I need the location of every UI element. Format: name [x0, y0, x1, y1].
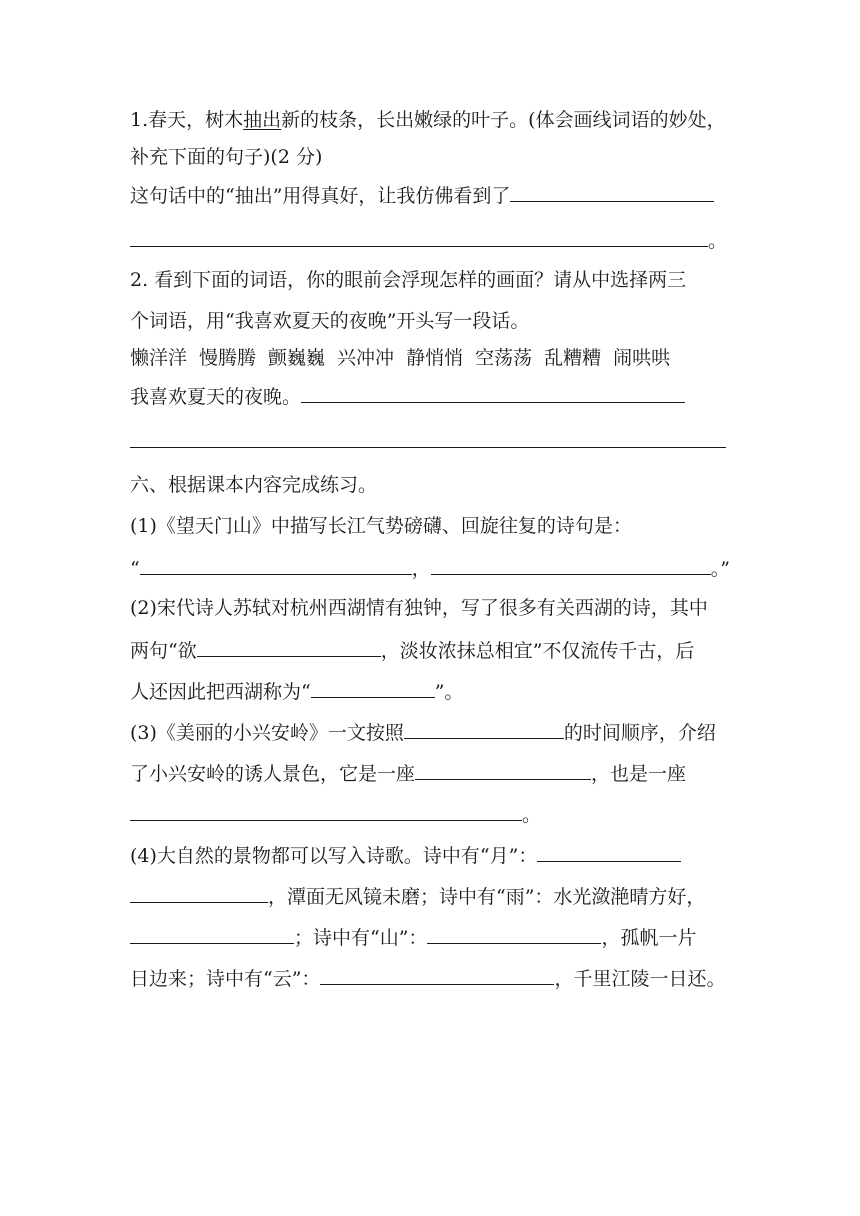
word-item: 空荡荡	[475, 347, 533, 369]
s6-p3-a: (3)《美丽的小兴安岭》一文按照	[130, 722, 404, 744]
s6-p3-end: 。	[522, 804, 542, 826]
s6-p2-b: ，淡妆浓抹总相宜”不仅流传千古，后	[380, 640, 695, 662]
s6-p4-blank-5[interactable]	[320, 965, 554, 985]
s6-p3-blank-3[interactable]	[130, 801, 522, 821]
q1-prompt: 这句话中的“抽出”用得真好，让我仿佛看到了	[130, 185, 511, 207]
s6-p1-close: 。”	[710, 558, 730, 580]
q1-suffix: 新的枝条，长出嫩绿的叶子。(体会画线词语的妙处，	[281, 109, 726, 131]
s6-p4-blank-1[interactable]	[537, 842, 681, 862]
s6-p1-open-quote: “	[130, 558, 140, 580]
q1-prompt-line	[130, 182, 740, 206]
s6-p1-line1: (1)《望天门山》中描写长江气势磅礴、回旋往复的诗句是：	[130, 515, 632, 537]
s6-p4-line1	[130, 842, 740, 866]
s6-p3-b: 的时间顺序，介绍	[563, 722, 716, 744]
worksheet-page	[130, 108, 740, 1006]
s6-p4-line2	[130, 883, 740, 907]
q2-answer-blank-2[interactable]	[130, 428, 726, 448]
q2-start: 我喜欢夏天的夜晚。	[130, 386, 302, 408]
s6-p3-line1	[130, 719, 740, 743]
section6-title: 六、根据课本内容完成练习。	[130, 474, 378, 496]
s6-p4-line4	[130, 965, 740, 989]
s6-p4-blank-3[interactable]	[130, 924, 294, 944]
s6-p4-e: 日边来；诗中有“云”：	[130, 968, 321, 990]
q2-line1: 2. 看到下面的词语，你的眼前会浮现怎样的画面？请从中选择两三	[130, 269, 687, 291]
word-item: 懒洋洋	[130, 347, 188, 369]
s6-p2-line1: (2)宋代诗人苏轼对杭州西湖情有独钟，写了很多有关西湖的诗，其中	[130, 597, 708, 619]
s6-p4-d: ，孤帆一片	[601, 927, 697, 949]
s6-p3-blank-1[interactable]	[404, 719, 564, 739]
s6-p3-line3	[130, 801, 740, 825]
q1-line1	[130, 108, 740, 132]
q2-word-list	[130, 346, 740, 370]
s6-p4-blank-2[interactable]	[130, 883, 268, 903]
s6-p4-blank-4[interactable]	[427, 924, 601, 944]
q2-line2: 个词语，用“我喜欢夏天的夜晚”开头写一段话。	[130, 310, 530, 332]
s6-p2-d: ”。	[434, 681, 464, 703]
q1-answer-blank-2[interactable]	[130, 227, 708, 247]
word-item: 静悄悄	[406, 347, 464, 369]
s6-p3-blank-2[interactable]	[415, 760, 591, 780]
s6-p2-blank-2[interactable]	[311, 678, 435, 698]
word-item: 乱糟糟	[544, 347, 602, 369]
s6-p4-a: (4)大自然的景物都可以写入诗歌。诗中有“月”：	[130, 845, 538, 867]
s6-p4-c: ；诗中有“山”：	[294, 927, 428, 949]
s6-p1-line2	[130, 555, 740, 579]
s6-p3-line2	[130, 760, 740, 784]
s6-p4-b: ，潭面无风镜未磨；诗中有“雨”：水光潋滟晴方好，	[268, 886, 706, 908]
s6-p1-blank-2[interactable]	[431, 555, 711, 575]
s6-p4-line3	[130, 924, 740, 948]
q2-start-line	[130, 383, 740, 407]
s6-p4-f: ，千里江陵一日还。	[554, 968, 726, 990]
s6-p2-blank-1[interactable]	[197, 637, 381, 657]
word-item: 兴冲冲	[337, 347, 395, 369]
s6-p2-a: 两句“欲	[130, 640, 197, 662]
q1-answer-blank-1[interactable]	[510, 182, 714, 202]
q1-end: 。	[708, 230, 728, 252]
word-item: 慢腾腾	[199, 347, 257, 369]
q2-answer-line-2	[130, 428, 740, 452]
word-item: 闹哄哄	[613, 347, 671, 369]
word-item: 颤巍巍	[268, 347, 326, 369]
q1-answer-line-2	[130, 227, 740, 251]
q2-answer-blank-1[interactable]	[301, 383, 685, 403]
q1-prefix: 1.春天，树木	[130, 109, 244, 131]
q1-underlined-word: 抽出	[243, 109, 282, 131]
s6-p3-d: ，也是一座	[591, 763, 687, 785]
s6-p2-line3	[130, 678, 740, 702]
s6-p3-c: 了小兴安岭的诱人景色，它是一座	[130, 763, 416, 785]
s6-p2-c: 人还因此把西湖称为“	[130, 681, 311, 703]
s6-p2-line2	[130, 637, 740, 661]
s6-p1-comma: ，	[411, 558, 431, 580]
q1-line2: 补充下面的句子)(2 分)	[130, 146, 323, 168]
s6-p1-blank-1[interactable]	[140, 555, 412, 575]
